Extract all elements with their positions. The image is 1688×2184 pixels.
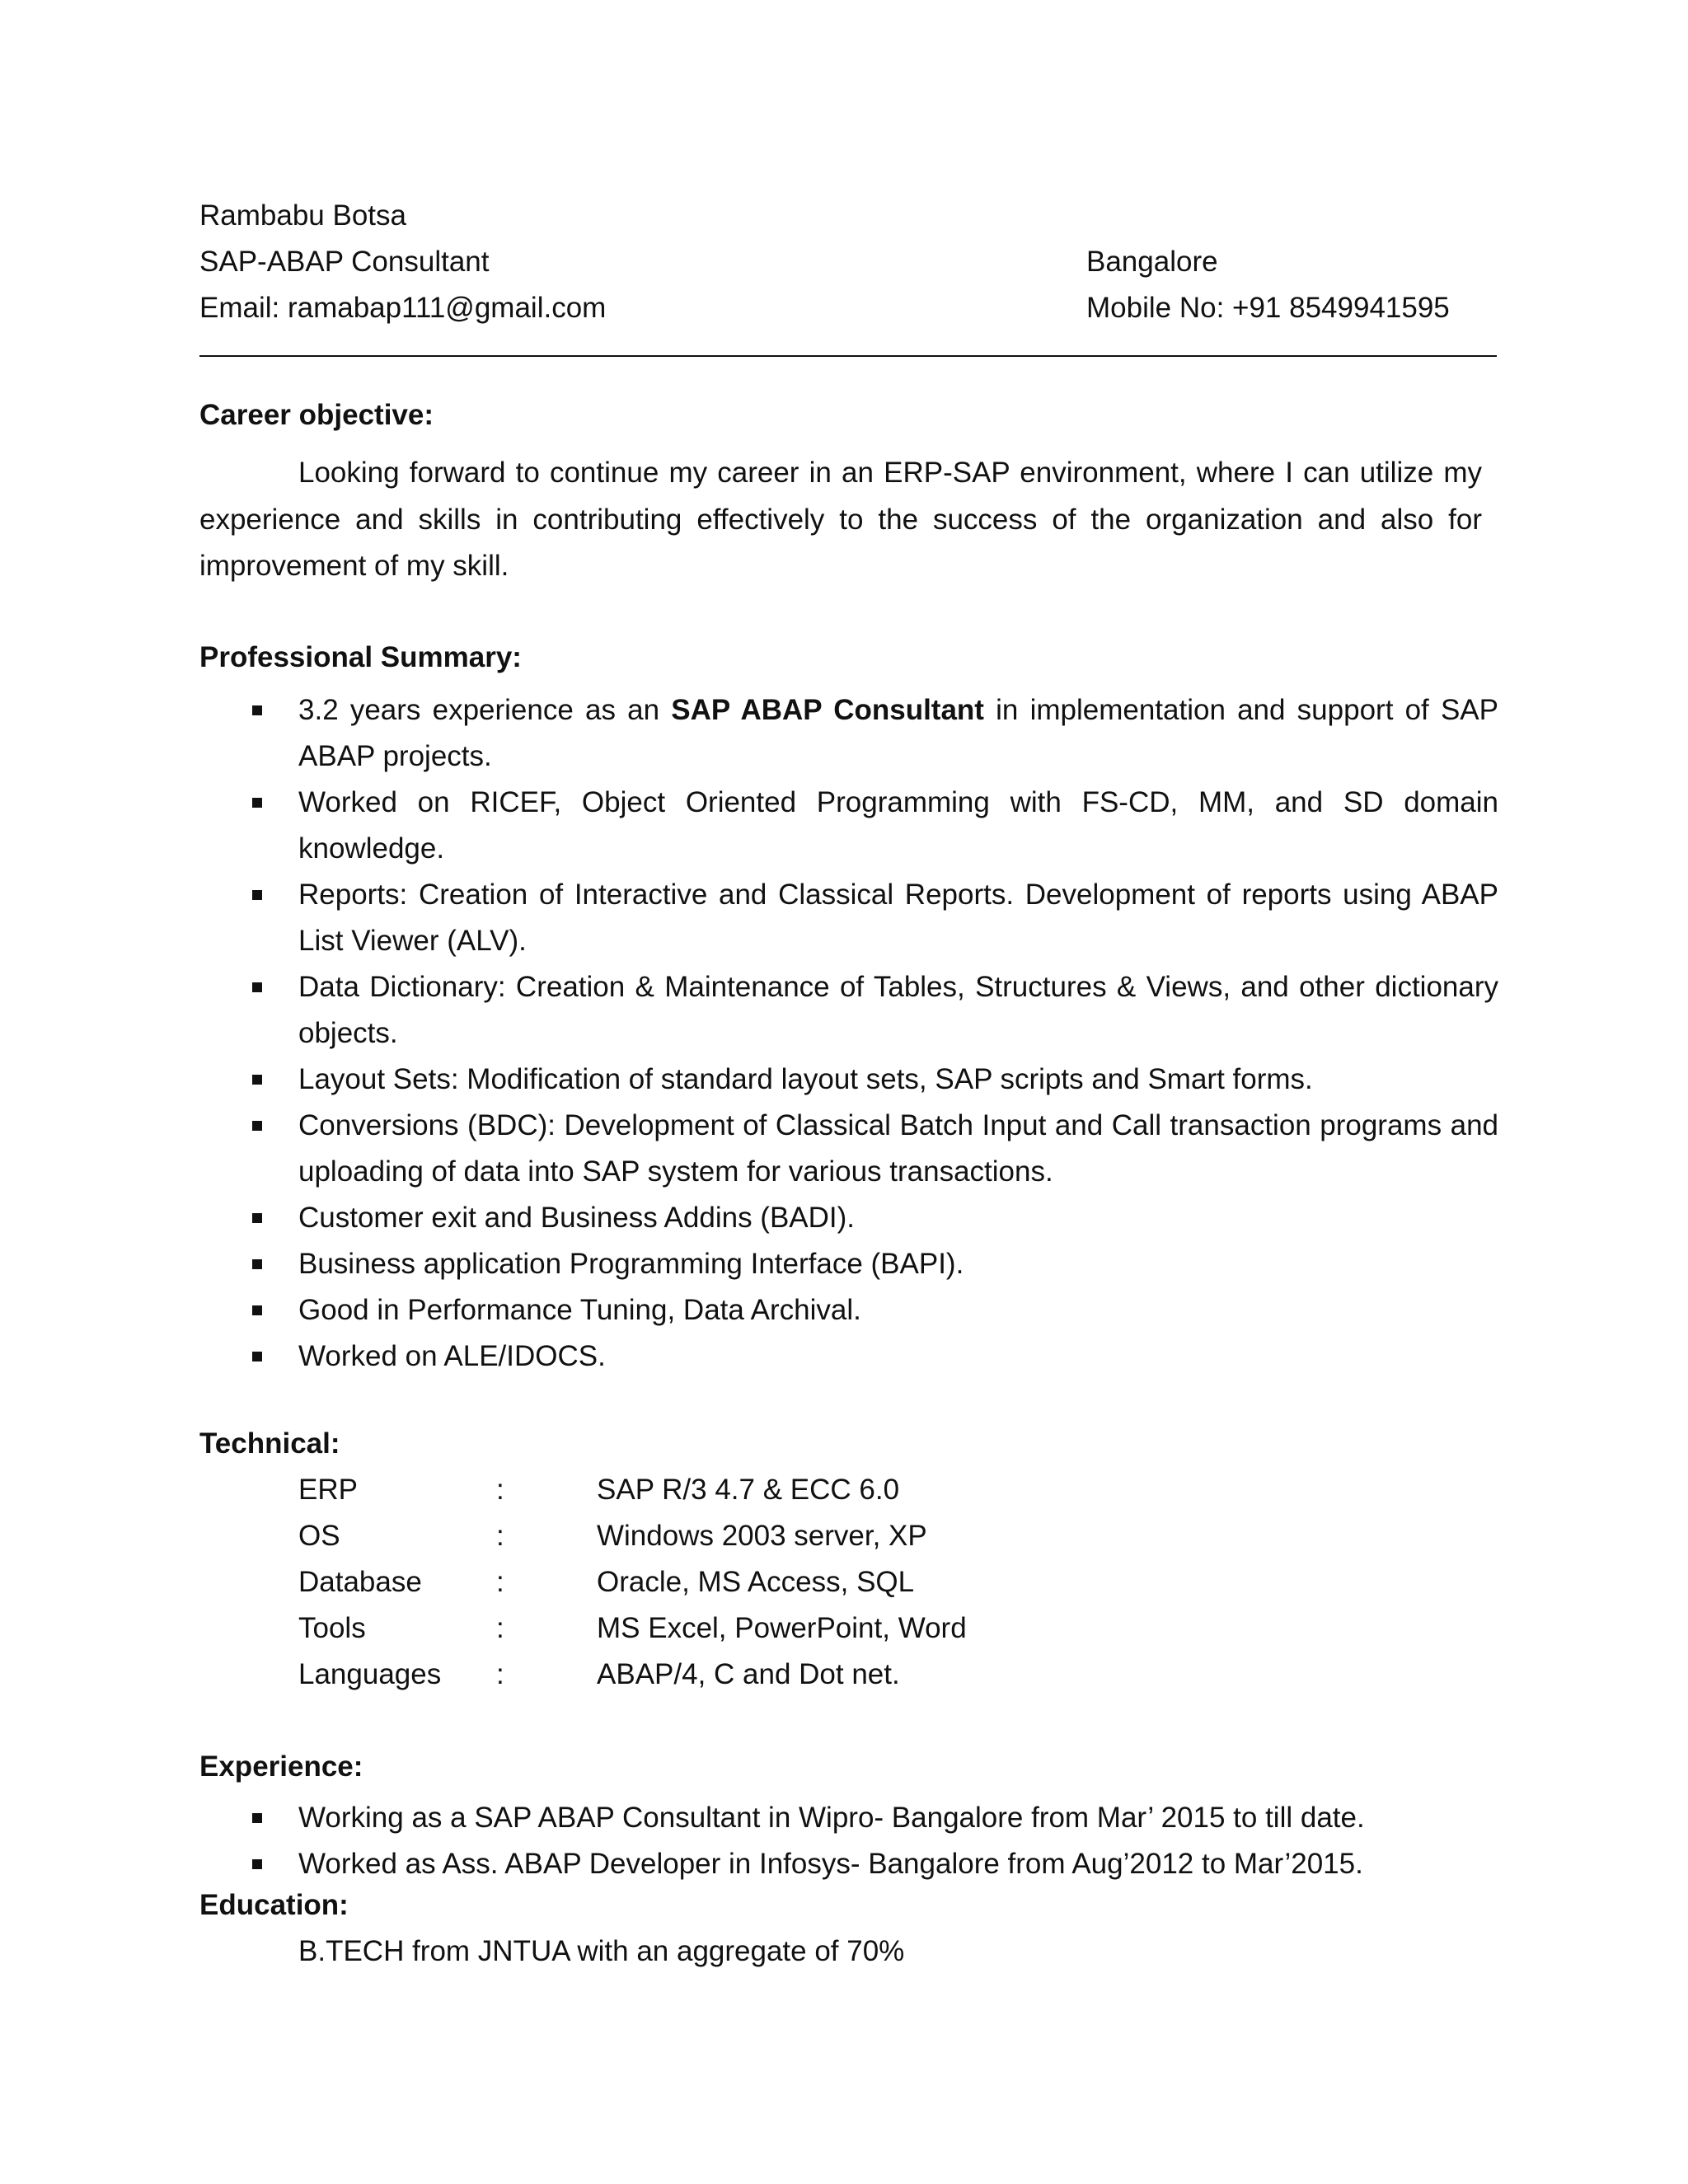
bullet-square-icon bbox=[252, 798, 262, 808]
summary-item: Business application Programming Interface (BAPI). bbox=[247, 1241, 1498, 1287]
technical-key: Database bbox=[298, 1566, 422, 1598]
technical-key: Languages bbox=[298, 1658, 442, 1690]
bullet-square-icon bbox=[252, 1305, 262, 1315]
candidate-location: Bangalore bbox=[1086, 246, 1218, 278]
email-address: ramabap111@gmail.com bbox=[279, 292, 607, 324]
candidate-name: Rambabu Botsa bbox=[199, 199, 406, 232]
technical-separator: : bbox=[496, 1520, 504, 1552]
experience-item: Worked as Ass. ABAP Developer in Infosys- Bangalore from Aug’2012 to Mar’2015. bbox=[247, 1841, 1498, 1887]
experience-heading: Experience: bbox=[199, 1750, 363, 1783]
technical-separator: : bbox=[496, 1658, 504, 1690]
summary-list bbox=[247, 687, 1498, 1380]
technical-separator: : bbox=[496, 1612, 504, 1644]
bullet-square-icon bbox=[252, 1352, 262, 1361]
bullet-square-icon bbox=[252, 705, 262, 715]
technical-heading: Technical: bbox=[199, 1427, 340, 1460]
candidate-title: SAP-ABAP Consultant bbox=[199, 246, 490, 278]
summary-item: Conversions (BDC): Development of Classical Batch Input and Call transaction programs and uploading of data into SAP system for various transactions. bbox=[247, 1103, 1498, 1195]
header-divider bbox=[199, 355, 1497, 357]
technical-key: ERP bbox=[298, 1474, 358, 1506]
technical-value: MS Excel, PowerPoint, Word bbox=[597, 1612, 967, 1644]
technical-separator: : bbox=[496, 1474, 504, 1506]
experience-list bbox=[247, 1795, 1498, 1887]
bullet-square-icon bbox=[252, 982, 262, 992]
bullet-square-icon bbox=[252, 1121, 262, 1131]
summary-item: Reports: Creation of Interactive and Classical Reports. Development of reports using ABAP List Viewer (ALV). bbox=[247, 872, 1498, 964]
bullet-square-icon bbox=[252, 1213, 262, 1223]
career-objective-text: Looking forward to continue my career in an ERP-SAP environment, where I can utilize my experience and skills in contributing effectively to the success of the organization and also for improvement of my skill. bbox=[199, 457, 1482, 582]
bullet-square-icon bbox=[252, 1859, 262, 1869]
bullet-square-icon bbox=[252, 1813, 262, 1823]
technical-value: ABAP/4, C and Dot net. bbox=[597, 1658, 900, 1690]
technical-key: OS bbox=[298, 1520, 340, 1552]
mobile-number: Mobile No: +91 8549941595 bbox=[1086, 292, 1450, 324]
bullet-square-icon bbox=[252, 890, 262, 900]
professional-summary-heading: Professional Summary: bbox=[199, 641, 522, 673]
highlight-role: SAP ABAP Consultant bbox=[671, 694, 984, 726]
education-text: B.TECH from JNTUA with an aggregate of 70% bbox=[298, 1935, 905, 1967]
education-heading: Education: bbox=[199, 1889, 349, 1921]
summary-item: 3.2 years experience as an SAP ABAP Consultant in implementation and support of SAP ABAP projects. bbox=[247, 687, 1498, 780]
bullet-square-icon bbox=[252, 1259, 262, 1269]
technical-value: Oracle, MS Access, SQL bbox=[597, 1566, 915, 1598]
email-label: Email: bbox=[199, 292, 280, 324]
summary-item: Layout Sets: Modification of standard layout sets, SAP scripts and Smart forms. bbox=[247, 1057, 1498, 1103]
summary-item: Good in Performance Tuning, Data Archival. bbox=[247, 1287, 1498, 1333]
experience-item: Working as a SAP ABAP Consultant in Wipro- Bangalore from Mar’ 2015 to till date. bbox=[247, 1795, 1498, 1841]
summary-item: Worked on RICEF, Object Oriented Programming with FS-CD, MM, and SD domain knowledge. bbox=[247, 780, 1498, 872]
technical-separator: : bbox=[496, 1566, 504, 1598]
technical-value: Windows 2003 server, XP bbox=[597, 1520, 927, 1552]
career-objective-heading: Career objective: bbox=[199, 399, 434, 431]
summary-item: Worked on ALE/IDOCS. bbox=[247, 1333, 1498, 1380]
summary-item: Customer exit and Business Addins (BADI). bbox=[247, 1195, 1498, 1241]
summary-item: Data Dictionary: Creation & Maintenance of Tables, Structures & Views, and other dictionary objects. bbox=[247, 964, 1498, 1057]
technical-value: SAP R/3 4.7 & ECC 6.0 bbox=[597, 1474, 900, 1506]
bullet-square-icon bbox=[252, 1075, 262, 1085]
technical-key: Tools bbox=[298, 1612, 366, 1644]
email-line bbox=[199, 290, 606, 326]
